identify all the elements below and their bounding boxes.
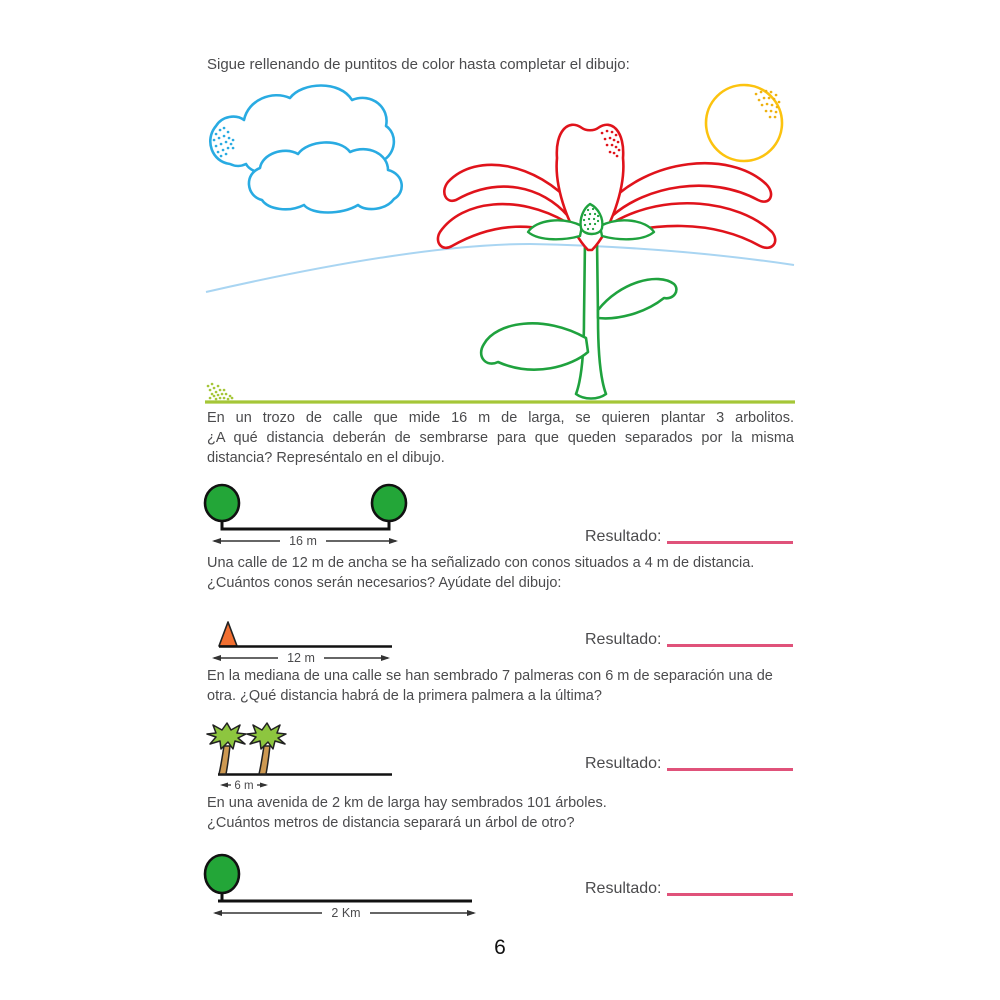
flower-drawing (438, 125, 775, 399)
cloud-outline-lower (249, 142, 402, 212)
horizon-line (206, 244, 794, 292)
problem-text-line: ¿A qué distancia deberán de sembrarse para que queden separados por la misma (207, 430, 794, 446)
grass-dots (208, 384, 232, 399)
trees-diagram (200, 483, 420, 548)
flower-leaf-left (481, 323, 588, 369)
cone-diagram (200, 618, 420, 666)
palms-diagram (200, 722, 420, 792)
tree-icon (205, 855, 239, 893)
result-row (585, 631, 793, 649)
sun-outline (706, 85, 782, 161)
problem-text-line: otra. ¿Qué distancia habrá de la primera palmera a la última? (207, 688, 602, 704)
flower-leaf-right (598, 279, 676, 318)
palm-tree-icon (207, 723, 246, 774)
result-label: Resultado: (585, 528, 662, 545)
clouds-drawing (210, 86, 401, 213)
result-label: Resultado: (585, 631, 662, 648)
sun-drawing (706, 85, 782, 161)
tree-icon (205, 485, 239, 521)
answer-line[interactable] (667, 768, 794, 771)
problem-text-line: distancia? Represéntalo en el dibujo. (207, 450, 445, 466)
answer-line[interactable] (667, 893, 794, 896)
coloring-picture (200, 78, 800, 410)
page-number: 6 (494, 936, 506, 959)
problem-2-text (207, 553, 794, 593)
problem-text-line: En una avenida de 2 km de larga hay sembrados 101 árboles. (207, 795, 607, 811)
result-row (585, 880, 793, 898)
measure-label: 6 m (234, 780, 254, 792)
flower-calyx (528, 204, 654, 239)
result-label: Resultado: (585, 880, 662, 897)
result-row (585, 528, 793, 546)
result-label: Resultado: (585, 755, 662, 772)
problem-4-text (207, 793, 794, 833)
measure-label: 16 m (289, 534, 317, 548)
palm-tree-icon (247, 723, 286, 774)
problem-text-line: Una calle de 12 m de ancha se ha señalizado con conos situados a 4 m de distancia. (207, 555, 755, 571)
problem-text-line: En la mediana de una calle se han sembrado 7 palmeras con 6 m de separación una de (207, 668, 773, 684)
answer-line[interactable] (667, 644, 794, 647)
problem-3-text (207, 666, 794, 706)
avenue-diagram (200, 853, 490, 921)
answer-line[interactable] (667, 541, 794, 544)
measure-label: 2 Km (331, 906, 361, 920)
instruction-text: Sigue rellenando de puntitos de color hasta completar el dibujo: (207, 56, 630, 73)
tree-icon (372, 485, 406, 521)
street-segment (222, 521, 389, 529)
cone-icon (219, 622, 237, 646)
problem-1-text (207, 408, 794, 468)
result-row (585, 755, 793, 773)
problem-text-line: ¿Cuántos conos serán necesarios? Ayúdate del dibujo: (207, 575, 562, 591)
problem-text-line: En un trozo de calle que mide 16 m de larga, se quieren plantar 3 arbolitos. (207, 410, 794, 426)
problem-text-line: ¿Cuántos metros de distancia separará un árbol de otro? (207, 815, 575, 831)
measure-label: 12 m (287, 651, 315, 665)
